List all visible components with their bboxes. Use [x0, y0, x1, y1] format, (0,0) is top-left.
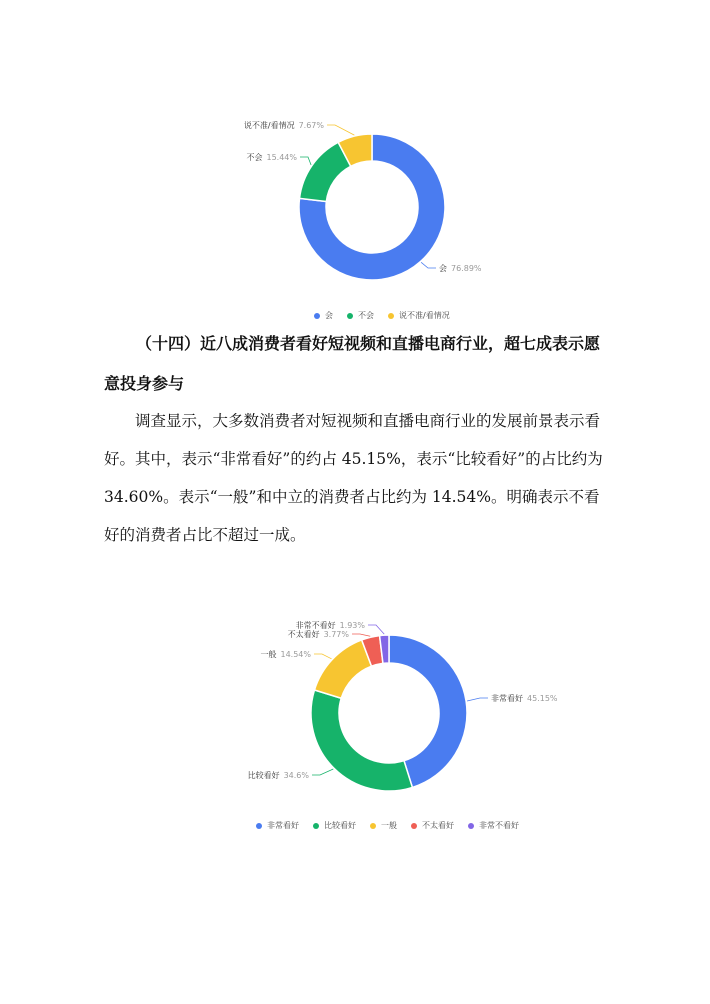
legend-label: 会 — [325, 311, 333, 320]
legend-dot-icon — [347, 313, 353, 319]
chart-2 — [0, 610, 710, 840]
chart2-label-2: 一般 14.54% — [260, 650, 311, 659]
chart1-leader-0 — [421, 262, 436, 268]
chart2-slice-2 — [314, 640, 371, 698]
chart2-legend-item-3[interactable] — [411, 820, 454, 831]
chart1-leader-1 — [300, 157, 311, 165]
chart2-leader-2 — [314, 654, 332, 659]
chart-2-svg — [0, 610, 710, 810]
chart1-leader-2 — [327, 125, 354, 135]
chart2-legend-item-2[interactable] — [370, 820, 397, 831]
chart1-legend-item-1[interactable] — [347, 310, 374, 321]
legend-label: 非常看好 — [267, 821, 299, 830]
chart2-leader-4 — [368, 625, 384, 634]
legend-dot-icon — [388, 313, 394, 319]
chart-2-legend — [256, 820, 519, 831]
chart2-legend-item-4[interactable] — [468, 820, 519, 831]
chart2-legend-item-0[interactable] — [256, 820, 299, 831]
chart2-legend-item-1[interactable] — [313, 820, 356, 831]
chart2-label-4: 非常不看好 1.93% — [295, 621, 365, 630]
legend-dot-icon — [314, 313, 320, 319]
section-heading: （十四）近八成消费者看好短视频和直播电商行业，超七成表示愿意投身参与 — [104, 334, 601, 393]
chart2-leader-1 — [312, 769, 333, 775]
chart2-label-0: 非常看好 45.15% — [491, 694, 558, 703]
legend-label: 不会 — [358, 311, 374, 320]
chart1-label-2: 说不准/看情况 7.67% — [243, 121, 324, 130]
legend-dot-icon — [370, 823, 376, 829]
chart1-legend-item-0[interactable] — [314, 310, 333, 321]
chart1-legend-item-2[interactable] — [388, 310, 450, 321]
chart-1 — [0, 100, 710, 330]
chart-1-svg — [0, 100, 710, 300]
legend-label: 一般 — [381, 821, 397, 830]
chart1-label-1: 不会 15.44% — [246, 153, 297, 162]
legend-dot-icon — [468, 823, 474, 829]
chart2-label-3: 不太看好 3.77% — [287, 630, 349, 639]
legend-label: 非常不看好 — [479, 821, 519, 830]
chart2-leader-0 — [467, 698, 488, 701]
legend-dot-icon — [256, 823, 262, 829]
legend-label: 不太看好 — [422, 821, 454, 830]
legend-label: 说不准/看情况 — [399, 311, 450, 320]
legend-dot-icon — [313, 823, 319, 829]
legend-dot-icon — [411, 823, 417, 829]
chart-1-legend — [314, 310, 450, 321]
chart2-label-1: 比较看好 34.6% — [247, 771, 309, 780]
body-paragraph: 调查显示，大多数消费者对短视频和直播电商行业的发展前景表示看好。其中，表示“非常看好”的约占 45.15%，表示“比较看好”的占比约为 34.60%。表示“一般”和中立的消费者占比约为 14.54%。明确表示不看好的消费者占比不超过一成。 — [104, 412, 603, 544]
legend-label: 比较看好 — [324, 821, 356, 830]
chart1-label-0: 会 76.89% — [439, 264, 482, 273]
chart2-leader-3 — [352, 634, 370, 636]
chart2-slice-1 — [311, 690, 412, 791]
